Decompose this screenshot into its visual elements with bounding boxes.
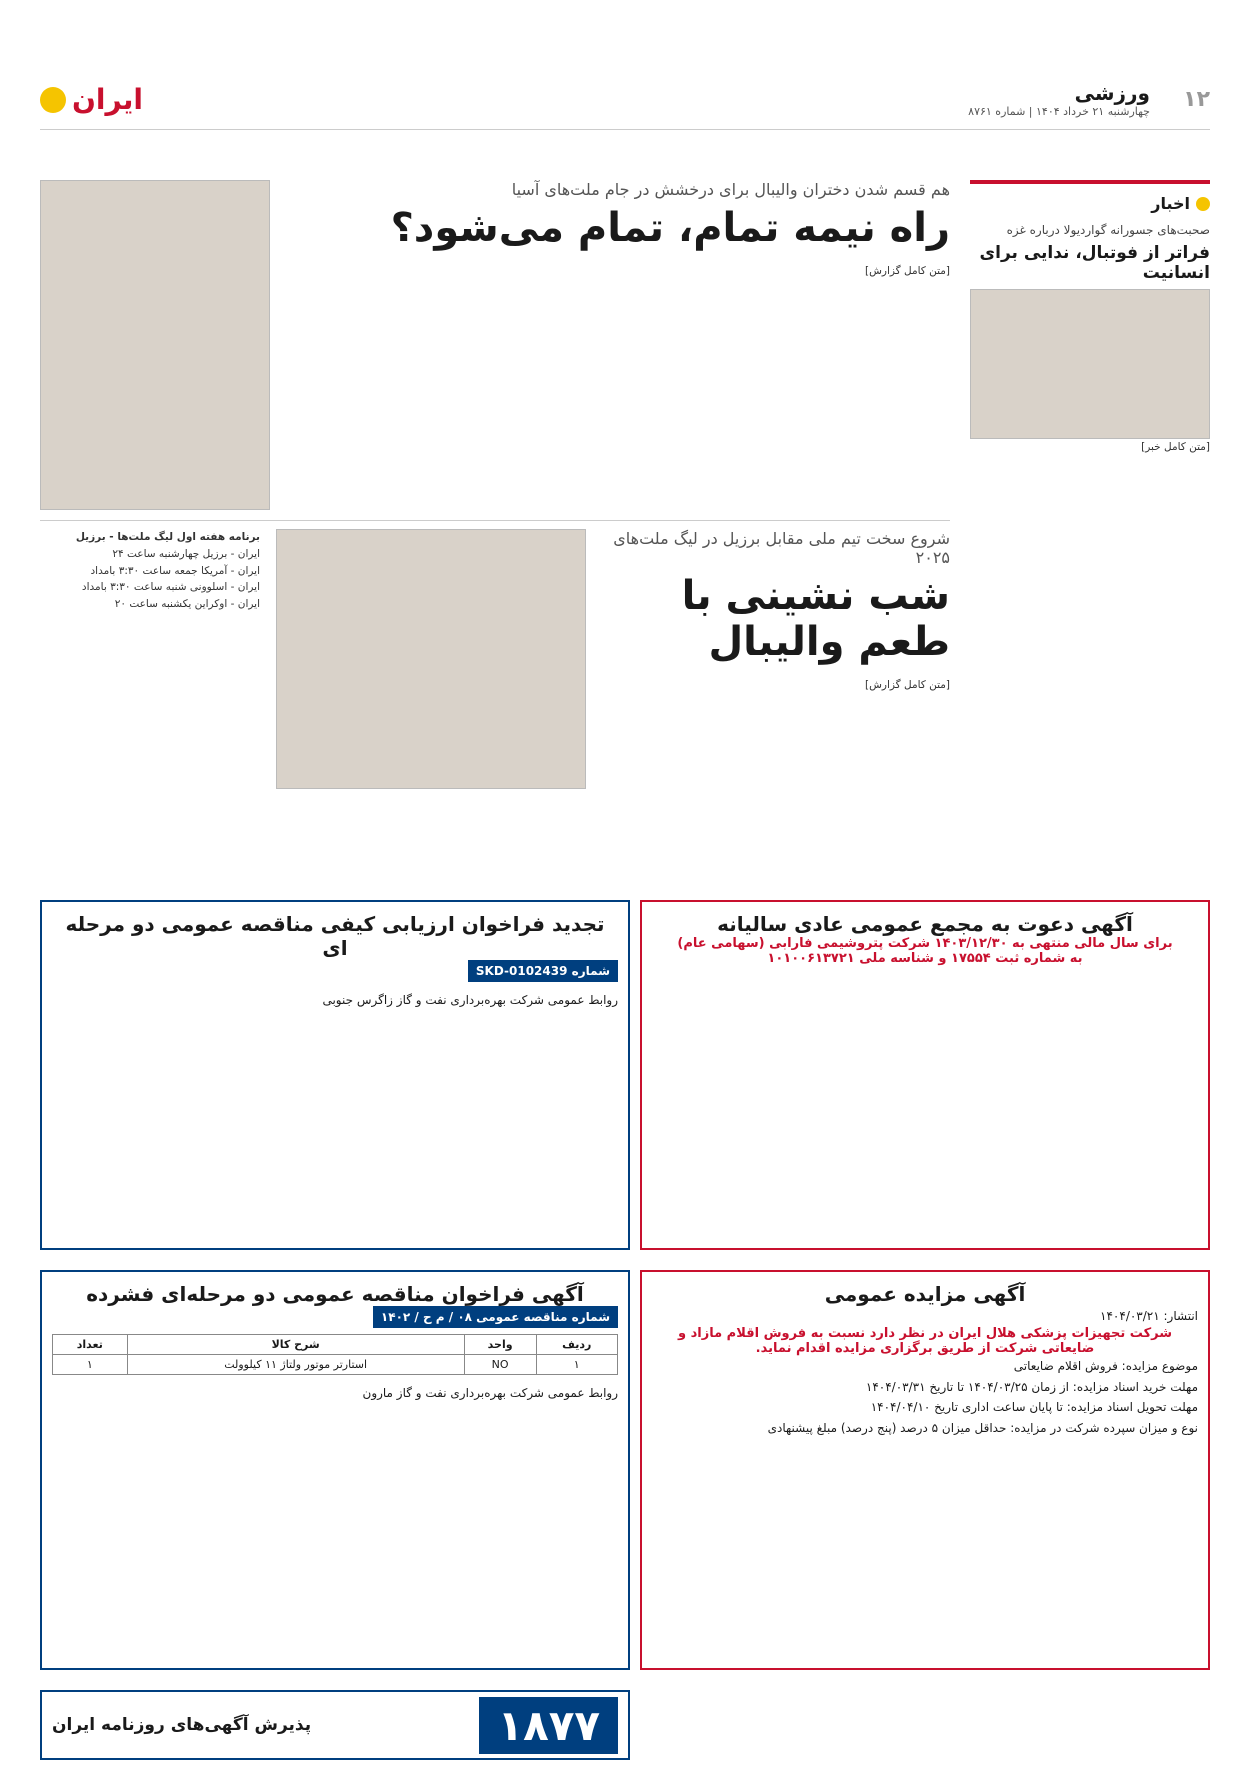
tender2-table: ردیف واحد شرح کالا تعداد ۱ NO استارتر موتور ولتاژ ۱۱ کیلوولت ۱ bbox=[52, 1334, 618, 1375]
soha-line: موضوع مزایده: فروش اقلام ضایعاتی bbox=[1013, 1359, 1198, 1374]
team-photo bbox=[276, 529, 586, 789]
news-label: اخبار bbox=[1151, 194, 1190, 213]
section-title: ورزشی bbox=[1074, 81, 1150, 105]
tender2-ad bbox=[40, 1270, 630, 1670]
schedule-title: برنامه هفته اول لیگ ملت‌ها - برزیل bbox=[75, 531, 260, 543]
schedule-item: ایران - اسلوونی شنبه ساعت ۳:۳۰ بامداد bbox=[81, 581, 260, 594]
promo-text: پذیرش آگهی‌های روزنامه ایران bbox=[52, 1715, 312, 1735]
logo-dot-icon bbox=[40, 87, 66, 113]
tender1-title: تجدید فراخوان ارزیابی کیفی مناقصه عمومی دو مرحله ای bbox=[65, 912, 605, 960]
second-article bbox=[40, 520, 950, 880]
schedule-item: ایران - برزیل چهارشنبه ساعت ۲۴ bbox=[112, 547, 260, 560]
promo-ad bbox=[40, 1690, 630, 1760]
table-row: ۱ NO استارتر موتور ولتاژ ۱۱ کیلوولت ۱ bbox=[53, 1355, 618, 1375]
soha-org: شرکت تجهیزات پزشکی هلال ایران در نظر دارد نسبت به فروش اقلام مازاد و ضایعاتی شرکت از طریق برگزاری مزایده اقدام نماید. bbox=[678, 1326, 1172, 1357]
farabi-id: به شماره ثبت ۱۷۵۵۴ و شناسه ملی ۱۰۱۰۰۶۱۳۷۲۱ bbox=[767, 951, 1083, 966]
volleyball-player-photo bbox=[40, 180, 270, 510]
farabi-ad bbox=[640, 900, 1210, 1250]
soha-line: مهلت تحویل اسناد مزایده: تا پایان ساعت اداری تاریخ ۱۴۰۴/۰۴/۱۰ bbox=[870, 1400, 1198, 1415]
page-header bbox=[40, 70, 1210, 130]
sidebar-headline: فراتر از فوتبال، ندایی برای انسانیت bbox=[979, 243, 1210, 283]
lead-article bbox=[40, 180, 950, 520]
lead-body: [متن کامل گزارش] bbox=[864, 265, 950, 277]
tender2-title: آگهی فراخوان مناقصه عمومی دو مرحله‌ای فشرده bbox=[86, 1282, 584, 1306]
soha-line: مهلت خرید اسناد مزایده: از زمان ۱۴۰۴/۰۳/۲۵ تا تاریخ ۱۴۰۴/۰۳/۳۱ bbox=[865, 1379, 1198, 1394]
farabi-title: آگهی دعوت به مجمع عمومی عادی سالیانه bbox=[717, 912, 1133, 936]
lead-kicker: هم قسم شدن دختران والیبال برای درخشش در جام ملت‌های آسیا bbox=[511, 180, 950, 199]
soha-title: آگهی مزایده عمومی bbox=[824, 1282, 1026, 1306]
schedule-list bbox=[40, 546, 260, 613]
farabi-sub: برای سال مالی منتهی به ۱۴۰۳/۱۲/۳۰ شرکت پتروشیمی فارابی (سهامی عام) bbox=[677, 936, 1173, 951]
schedule-item: ایران - اوکراین یکشنبه ساعت ۲۰ bbox=[114, 598, 260, 611]
guardiola-photo bbox=[970, 289, 1210, 439]
soha-date: انتشار: ۱۴۰۴/۰۳/۲۱ bbox=[1100, 1309, 1198, 1323]
page-number: ۱۲ bbox=[1183, 87, 1210, 112]
newspaper-logo: ایران bbox=[40, 83, 143, 116]
second-headline: شب نشینی با طعم والیبال bbox=[681, 573, 950, 665]
sidebar-subtitle: صحبت‌های جسورانه گواردیولا درباره غزه bbox=[1006, 223, 1210, 237]
second-body: [متن کامل گزارش] bbox=[864, 679, 950, 691]
promo-number: ۱۸۷۷ bbox=[479, 1697, 618, 1754]
soha-line: نوع و میزان سپرده شرکت در مزایده: حداقل میزان ۵ درصد (پنج درصد) مبلغ پیشنهادی bbox=[767, 1420, 1198, 1435]
second-kicker: شروع سخت تیم ملی مقابل برزیل در لیگ ملت‌های ۲۰۲۵ bbox=[613, 529, 950, 567]
soha-ad bbox=[640, 1270, 1210, 1670]
sidebar-body: [متن کامل خبر] bbox=[1141, 441, 1210, 453]
lead-headline: راه نیمه تمام، تمام می‌شود؟ bbox=[390, 205, 950, 251]
bullet-icon bbox=[1196, 197, 1210, 211]
tender1-footer: روابط عمومی شرکت بهره‌برداری نفت و گاز زاگرس جنوبی bbox=[322, 993, 618, 1007]
issue-line: چهارشنبه ۲۱ خرداد ۱۴۰۴ | شماره ۸۷۶۱ bbox=[968, 105, 1150, 118]
tender2-footer: روابط عمومی شرکت بهره‌برداری نفت و گاز مارون bbox=[362, 1386, 618, 1400]
tender1-ad bbox=[40, 900, 630, 1250]
tender2-code: شماره مناقصه عمومی ۰۸ / م ح / ۱۴۰۲ bbox=[373, 1306, 618, 1328]
ads-section bbox=[40, 900, 1210, 1760]
tender1-code: شماره SKD-0102439 bbox=[468, 960, 618, 982]
schedule-item: ایران - آمریکا جمعه ساعت ۳:۳۰ بامداد bbox=[90, 564, 260, 577]
